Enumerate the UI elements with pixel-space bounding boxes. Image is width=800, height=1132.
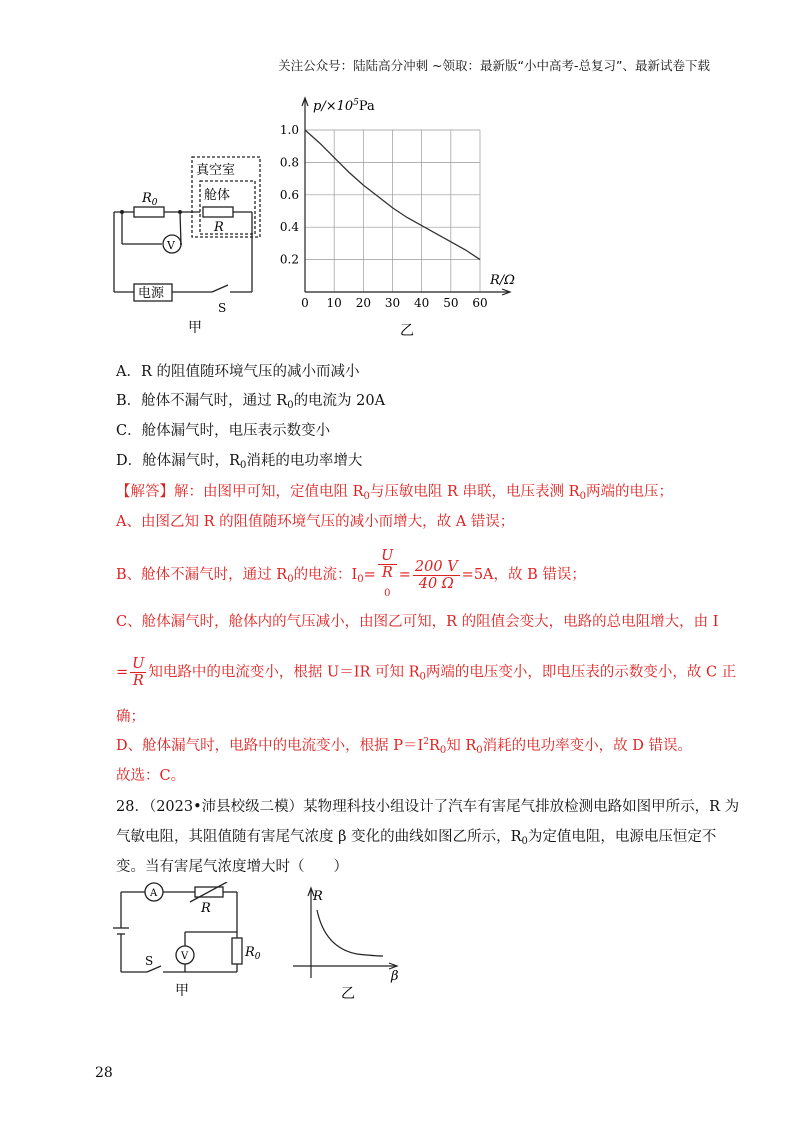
y-tick-label: 0.6 xyxy=(279,187,299,202)
x-tick-label: 60 xyxy=(472,296,488,310)
answer-line-1: 【解答】解：由图甲可知，定值电阻 $R_0$与压敏电阻 R 串联，电压表测 $R_0$两端的电压； xyxy=(116,484,673,502)
x-tick-label: 40 xyxy=(414,296,430,310)
y-tick-label: 1.0 xyxy=(279,123,299,137)
cabin-label: 舱体 xyxy=(204,188,231,203)
answer-line-2: A、由图乙知 R 的阻值随环境气压的减小而增大，故 A 错误； xyxy=(116,514,515,530)
source-label: 电源 xyxy=(138,286,165,301)
switch-label: S xyxy=(218,301,227,315)
option-b: B．舱体不漏气时，通过 $R_0$的电流为 20A xyxy=(116,393,386,411)
page-header: 关注公众号：陆陆高分冲刺 ~领取：最新版“小中高考-总复习”、最新试卷下载 xyxy=(278,58,710,73)
q28-switch-label: S xyxy=(145,954,154,968)
caption-jia: 甲 xyxy=(188,320,202,336)
x-tick-label: 0 xyxy=(301,296,309,310)
q28-caption-jia: 甲 xyxy=(175,983,189,999)
q28-line-3: 变。当有害尾气浓度增大时（ ） xyxy=(116,859,348,875)
page-number: 28 xyxy=(95,1065,113,1081)
r-label: R xyxy=(214,220,224,235)
y-tick-label: 0.8 xyxy=(279,155,299,170)
answer-line-4: C、舱体漏气时，舱体内的气压减小，由图乙可知，R 的阻值会变大，电路的总电阻增大，由 I xyxy=(116,614,719,630)
ammeter-label: A xyxy=(150,888,158,899)
y-axis-label: $p/\times 10^5Pa$ xyxy=(313,98,375,114)
q28-graph-xlabel: β xyxy=(391,969,399,984)
circuit-diagram-q28-jia xyxy=(105,882,275,1002)
q28-r-label: R xyxy=(201,901,211,916)
q28-line-1: 28．（2023•沛县校级二模）某物理科技小组设计了汽车有害尾气排放检测电路如图甲所示，R 为 xyxy=(116,799,740,815)
r0-label: $R_0$ xyxy=(142,191,158,208)
caption-yi: 乙 xyxy=(400,323,414,339)
x-tick-label: 50 xyxy=(443,296,459,310)
answer-line-7: D、舱体漏气时，电路中的电流变小，根据 $P=I^2R_0$知 $R_0$消耗的电功率变小，故 D 错误。 xyxy=(116,737,692,756)
answer-line-8: 故选：C。 xyxy=(116,768,186,784)
x-tick-label: 10 xyxy=(326,296,342,310)
option-c: C．舱体漏气时，电压表示数变小 xyxy=(116,423,331,439)
x-tick-label: 30 xyxy=(384,296,401,310)
q28-r0-label: $R_0$ xyxy=(245,945,261,962)
circuit-diagram-jia xyxy=(100,150,270,340)
resistance-concentration-graph xyxy=(285,882,410,1002)
x-axis-label: R/Ω xyxy=(490,273,515,288)
answer-line-6: 确； xyxy=(116,709,145,725)
y-tick-label: 0.2 xyxy=(279,252,299,267)
answer-line-3: B、舱体不漏气时，通过 $R_0$的电流：$I_0=$ U R $_0$ = $\frac{200 V}{40 \Omega}$ =5A，故 B 错误； xyxy=(116,548,586,602)
y-tick-label: 0.4 xyxy=(279,220,299,235)
voltmeter-label: V xyxy=(167,239,175,252)
option-d: D．舱体漏气时，$R_0$消耗的电功率增大 xyxy=(116,453,363,471)
pressure-resistance-chart xyxy=(275,92,535,347)
q28-voltmeter-label: V xyxy=(181,951,189,962)
q28-line-2: 气敏电阻，其阻值随有害尾气浓度 β 变化的曲线如图乙所示，$R_0$为定值电阻，电源电压恒定不 xyxy=(116,829,717,847)
q28-graph-ylabel: R xyxy=(313,889,323,904)
vacuum-label: 真空室 xyxy=(196,163,236,178)
q28-caption-yi: 乙 xyxy=(341,986,355,1002)
x-tick-label: 20 xyxy=(355,296,371,310)
answer-line-5: = $\frac{U}{R}$ 知电路中的电流变小，根据 U＝IR 可知 $R_0$两端的电压变小，即电压表的示数变小，故 C 正 xyxy=(116,656,737,689)
option-a: A．R 的阻值随环境气压的减小而减小 xyxy=(116,364,360,380)
